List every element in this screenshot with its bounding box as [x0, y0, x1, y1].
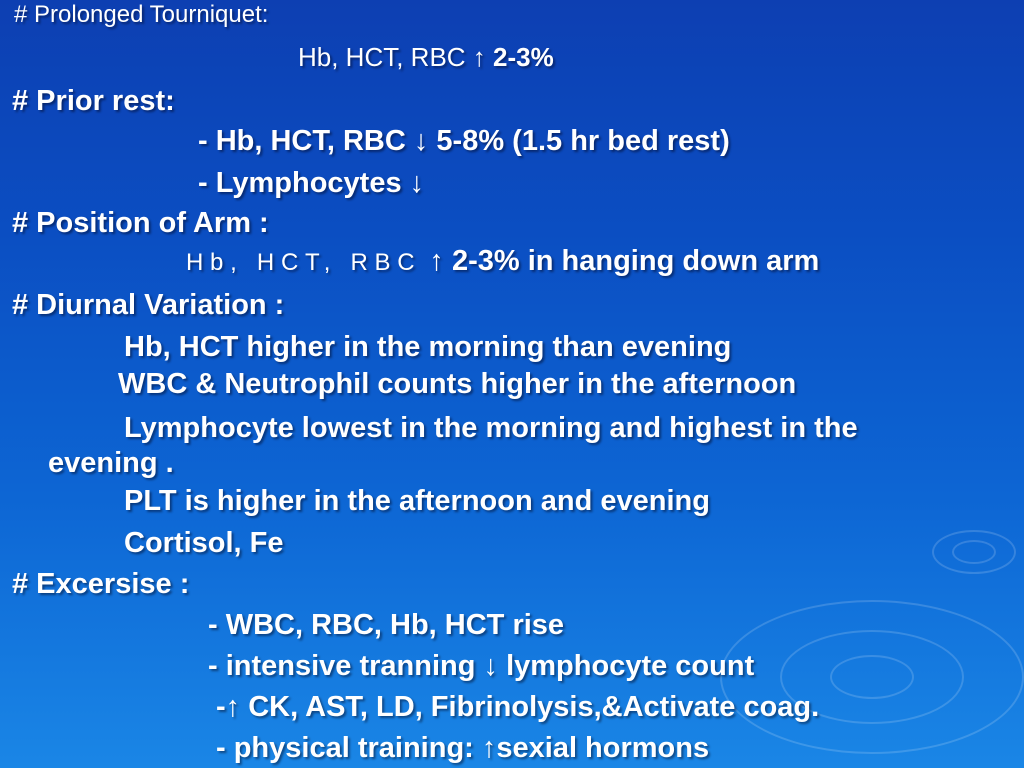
diurnal-item: Hb, HCT higher in the morning than evening: [124, 331, 732, 363]
arm-effect-line: [186, 244, 819, 280]
tourniquet-analytes-text: Hb, HCT, RBC ↑: [298, 42, 494, 72]
prior-rest-item: - Hb, HCT, RBC ↓ 5-8% (1.5 hr bed rest): [198, 125, 730, 157]
diurnal-variation-heading: # Diurnal Variation :: [12, 289, 285, 321]
prior-rest-item: - Lymphocytes ↓: [198, 167, 425, 199]
ripple-decoration: [952, 540, 996, 564]
diurnal-item: Cortisol, Fe: [124, 527, 284, 559]
position-of-arm-heading: # Position of Arm :: [12, 207, 269, 239]
diurnal-item: PLT is higher in the afternoon and evening: [124, 485, 710, 517]
diurnal-item: Lymphocyte lowest in the morning and highest in the: [124, 412, 858, 444]
exercise-item: - WBC, RBC, Hb, HCT rise: [208, 609, 565, 641]
arm-effect-text: ↑ 2-3% in hanging down arm: [421, 245, 820, 277]
prolonged-tourniquet-heading: # Prolonged Tourniquet:: [14, 1, 269, 28]
diurnal-item: WBC & Neutrophil counts higher in the afternoon: [118, 368, 797, 400]
exercise-heading: # Excersise :: [12, 568, 190, 600]
tourniquet-percent-text: 2-3%: [493, 42, 554, 72]
ripple-decoration: [830, 655, 914, 699]
exercise-item: -↑ CK, AST, LD, Fibrinolysis,&Activate coag.: [216, 691, 820, 723]
diurnal-item-continuation: evening .: [48, 447, 174, 479]
tourniquet-effect-line: [298, 40, 554, 74]
prior-rest-heading: # Prior rest:: [12, 85, 175, 117]
exercise-item: - physical training: ↑sexial hormons: [216, 732, 710, 764]
exercise-item: - intensive tranning ↓ lymphocyte count: [208, 650, 755, 682]
arm-analytes-text: Hb, HCT, RBC: [186, 249, 422, 276]
